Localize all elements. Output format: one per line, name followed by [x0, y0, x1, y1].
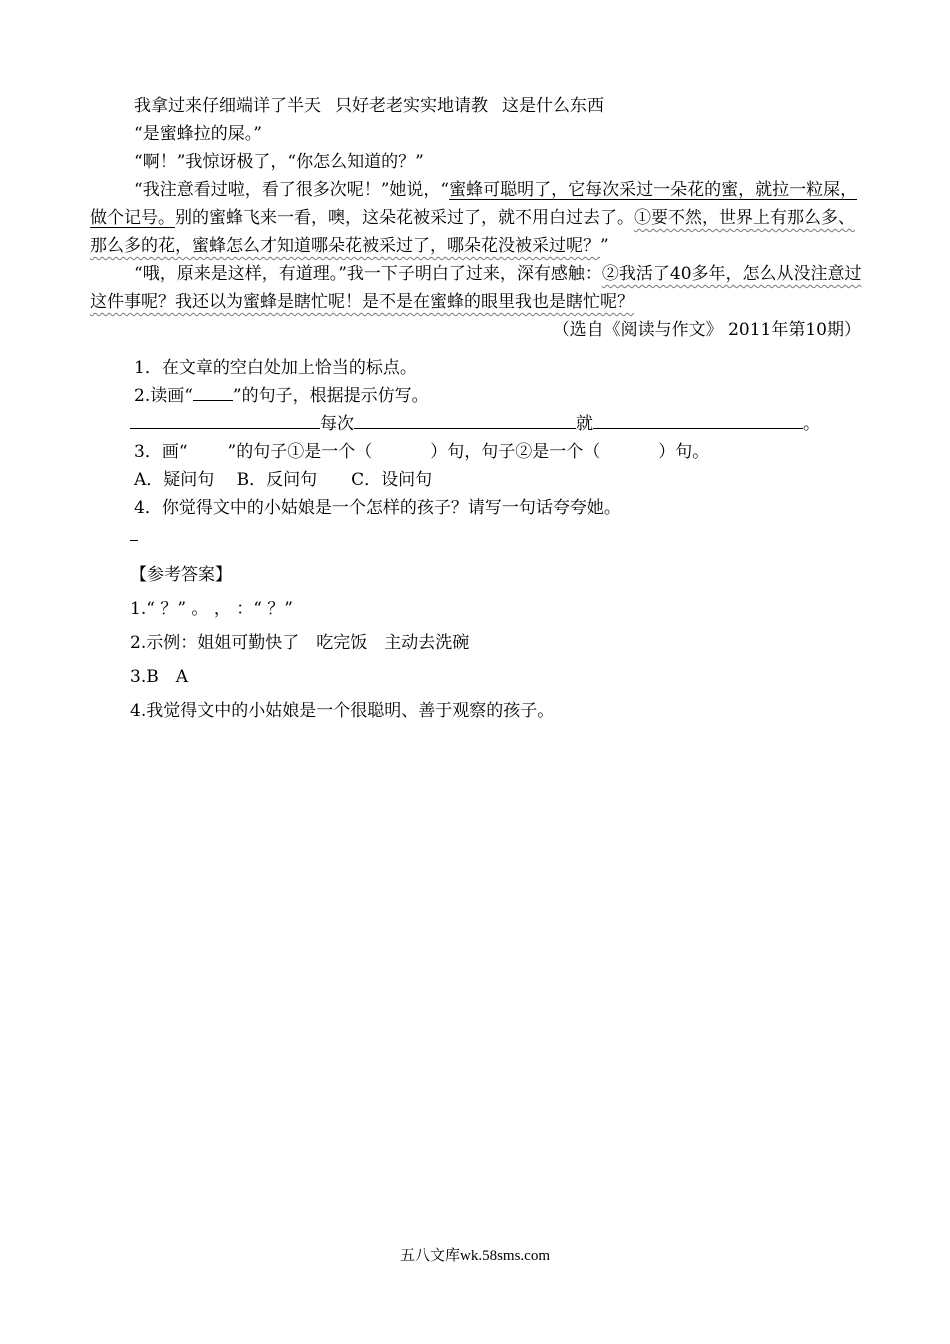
passage-line-1: [90, 92, 865, 120]
passage-paragraph-5: [90, 260, 865, 316]
passage-line-2: “是蜜蜂拉的屎。”: [134, 124, 262, 144]
question-text: 3．画“: [134, 442, 188, 462]
question-1: 1．在文章的空白处加上恰当的标点。: [134, 358, 417, 378]
passage-text: 这是什么东西: [502, 96, 604, 116]
answer-heading: 【参考答案】: [130, 565, 232, 585]
question-text: ）句，句子②是一个（: [430, 442, 601, 462]
question-3-options: A．疑问句 B．反问句 C．设问句: [134, 470, 433, 490]
answer-4: 4.我觉得文中的小姑娘是一个很聪明、善于观察的孩子。: [130, 701, 555, 721]
question-4: 4．你觉得文中的小姑娘是一个怎样的孩子？请写一句话夸夸她。: [134, 498, 621, 518]
prompt-word: 。: [803, 414, 820, 434]
passage-text: “我注意看过啦，看了很多次呢！”她说，“: [134, 180, 450, 200]
answer-blank[interactable]: [130, 522, 138, 541]
question-2: [90, 382, 865, 410]
underlined-sentence: 蜜蜂可聪明了，它每次采过一朵花的蜜，就拉一粒屎，做个记号。: [90, 180, 858, 228]
question-text: ”的句子①是一个（: [227, 442, 373, 462]
answer-blank[interactable]: [130, 410, 320, 429]
question-text: 2.读画“: [134, 386, 193, 406]
answer-blank[interactable]: [354, 410, 576, 429]
prompt-word: 每次: [320, 414, 354, 434]
wavy-sample: [188, 439, 228, 457]
answer-section: [90, 558, 865, 728]
answer-2: 2.示例：姐姐可勤快了 吃完饭 主动去洗碗: [130, 633, 470, 653]
question-text: ”的句子，根据提示仿写。: [232, 386, 429, 406]
page-footer: 五八文库wk.58sms.com: [399, 1248, 550, 1264]
document-page: [90, 92, 865, 728]
question-2-fill: [90, 410, 865, 438]
question-4-answer-line: [90, 522, 865, 556]
passage-source: （选自《阅读与作文》 2011年第10期）: [552, 320, 861, 340]
prompt-word: 就: [576, 414, 593, 434]
passage-text: 我拿过来仔细端详了半天: [134, 96, 321, 116]
passage-text: 只好老老实实地请教: [335, 96, 488, 116]
answer-blank[interactable]: [593, 410, 803, 429]
question-list: [90, 354, 865, 556]
question-text: ）句。: [658, 442, 710, 462]
answer-1: 1.“ ？” 。 ， ：“ ？”: [130, 599, 294, 619]
underline-sample: [193, 382, 233, 401]
passage-text: ”: [600, 236, 609, 256]
passage-text: “哦，原来是这样，有道理。”我一下子明白了过来，深有感触：: [134, 264, 602, 284]
question-3: [90, 438, 865, 466]
wavy-sentence-1: ①要不然，世界上有那么多、那么多的花，蜜蜂怎么才知道哪朵花被采过了，哪朵花没被采过呢？: [90, 208, 855, 256]
answer-3: 3.B A: [130, 667, 188, 687]
passage-line-3: “啊！”我惊讶极了，“你怎么知道的？”: [134, 152, 424, 172]
passage-paragraph-4: [90, 176, 865, 260]
wavy-sentence-2: ②我活了40多年，怎么从没注意过这件事呢？我还以为蜜蜂是瞎忙呢！是不是在蜜蜂的眼里我也是瞎忙呢？: [90, 264, 862, 312]
passage-text: 别的蜜蜂飞来一看，噢，这朵花被采过了，就不用白过去了。: [175, 208, 634, 228]
